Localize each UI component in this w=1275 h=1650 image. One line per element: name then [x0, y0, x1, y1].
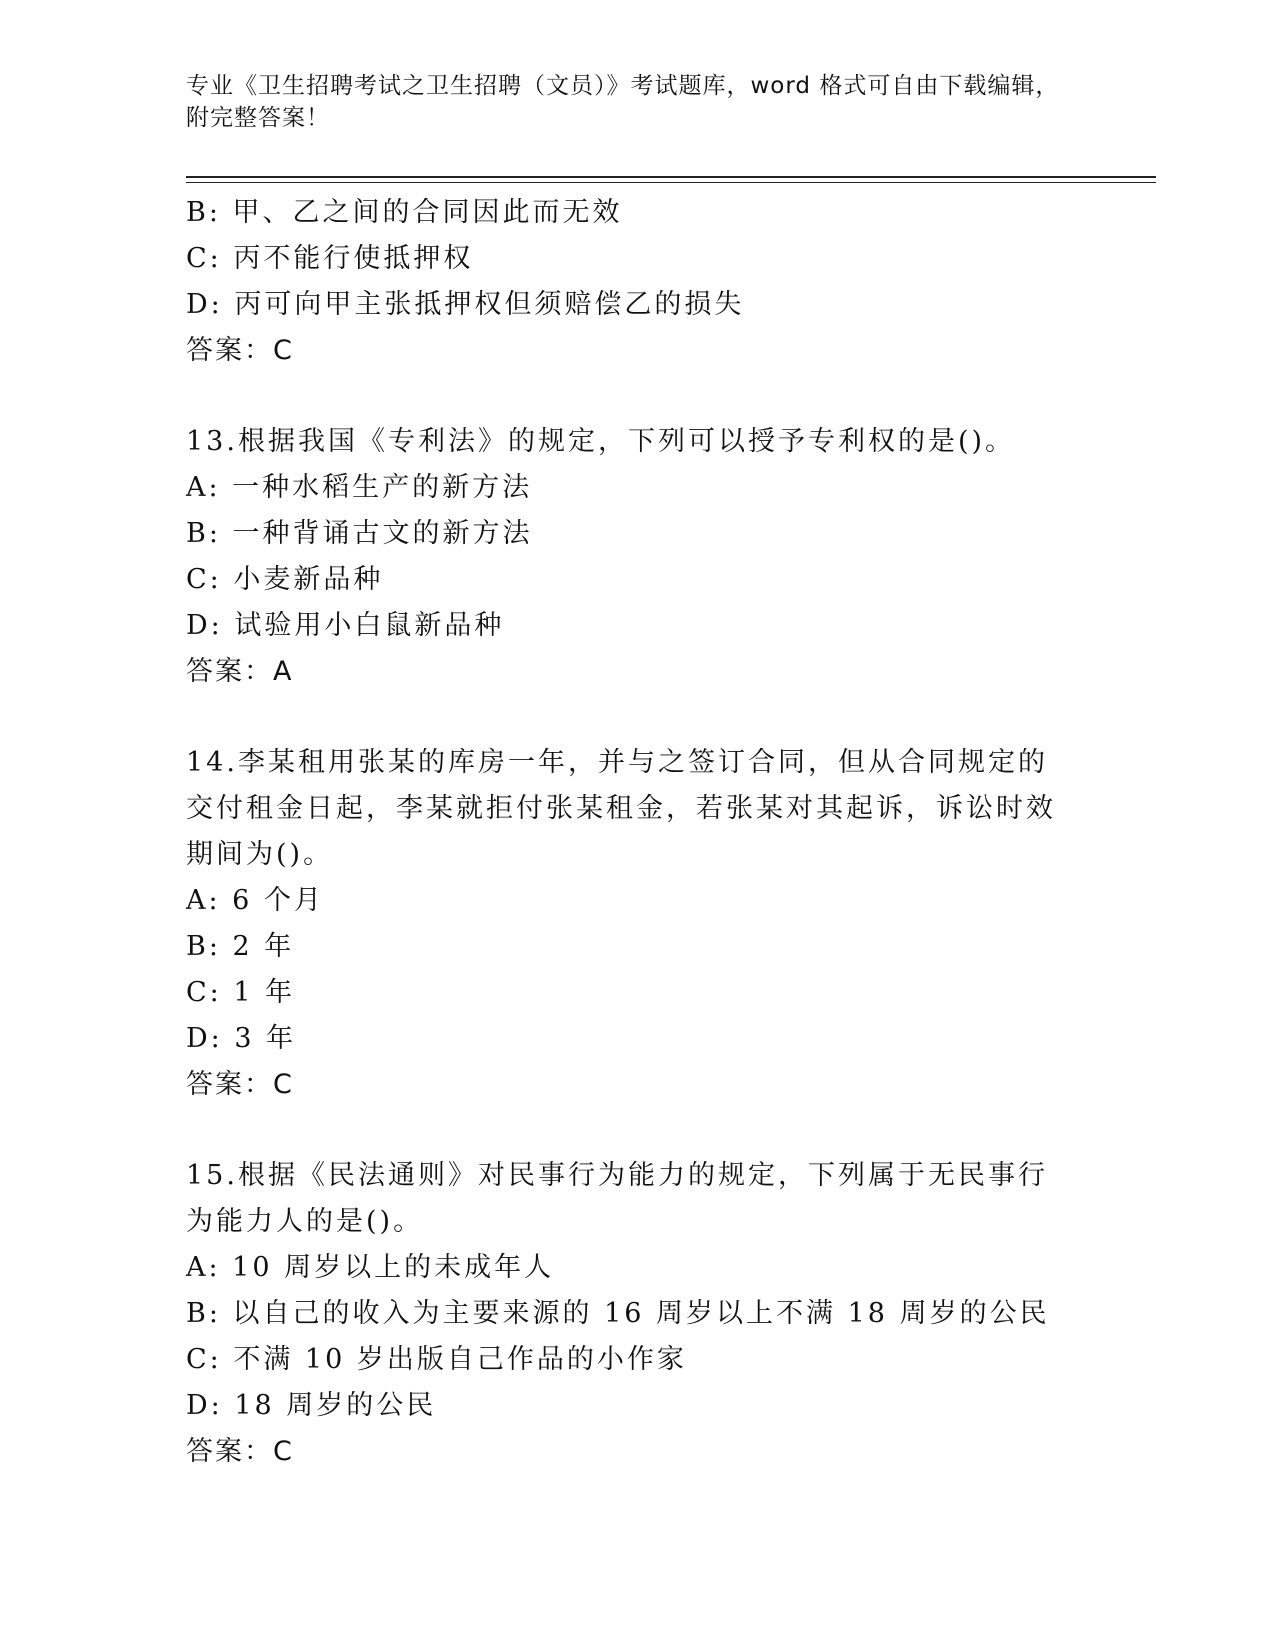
header-rule-thick [186, 176, 1156, 178]
q13-option-c: C: 小麦新品种 [186, 564, 384, 595]
q14-option-a: A: 6 个月 [186, 885, 324, 916]
q15-option-a: A: 10 周岁以上的未成年人 [186, 1252, 555, 1283]
q14-option-b: B: 2 年 [186, 931, 295, 962]
header-rule-thin [186, 182, 1156, 183]
question-14 [186, 740, 1086, 1108]
q14-answer: 答案：C [186, 1069, 294, 1100]
question-list [186, 190, 1086, 1475]
document-header: 专业《卫生招聘考试之卫生招聘（文员）》考试题库，word 格式可自由下载编辑，附完整答案！ [186, 73, 1060, 131]
q13-answer: 答案：A [186, 656, 294, 687]
q13-option-b: B: 一种背诵古文的新方法 [186, 518, 533, 549]
q15-option-d: D: 18 周岁的公民 [186, 1390, 437, 1421]
spacer [186, 695, 1086, 740]
q12-option-c: C: 丙不能行使抵押权 [186, 243, 474, 274]
q12-answer: 答案：C [186, 335, 294, 366]
q14-option-c: C: 1 年 [186, 977, 296, 1008]
q14-option-d: D: 3 年 [186, 1023, 297, 1054]
spacer [186, 374, 1086, 419]
question-15 [186, 1153, 1086, 1475]
q15-answer: 答案：C [186, 1436, 294, 1467]
q15-option-c: C: 不满 10 岁出版自己作品的小作家 [186, 1344, 687, 1375]
question-12 [186, 190, 1086, 374]
q12-option-b: B: 甲、乙之间的合同因此而无效 [186, 197, 623, 228]
spacer [186, 1108, 1086, 1153]
q15-question: 15.根据《民法通则》对民事行为能力的规定，下列属于无民事行为能力人的是()。 [186, 1160, 1048, 1237]
question-13 [186, 419, 1086, 695]
q12-option-d: D: 丙可向甲主张抵押权但须赔偿乙的损失 [186, 289, 745, 320]
q14-question: 14.李某租用张某的库房一年，并与之签订合同，但从合同规定的交付租金日起，李某就拒付张某租金，若张某对其起诉，诉讼时效期间为()。 [186, 747, 1056, 870]
q13-option-d: D: 试验用小白鼠新品种 [186, 610, 505, 641]
q15-option-b: B: 以自己的收入为主要来源的 16 周岁以上不满 18 周岁的公民 [186, 1298, 1050, 1329]
q13-question: 13.根据我国《专利法》的规定，下列可以授予专利权的是()。 [186, 426, 1016, 457]
q13-option-a: A: 一种水稻生产的新方法 [186, 472, 533, 503]
